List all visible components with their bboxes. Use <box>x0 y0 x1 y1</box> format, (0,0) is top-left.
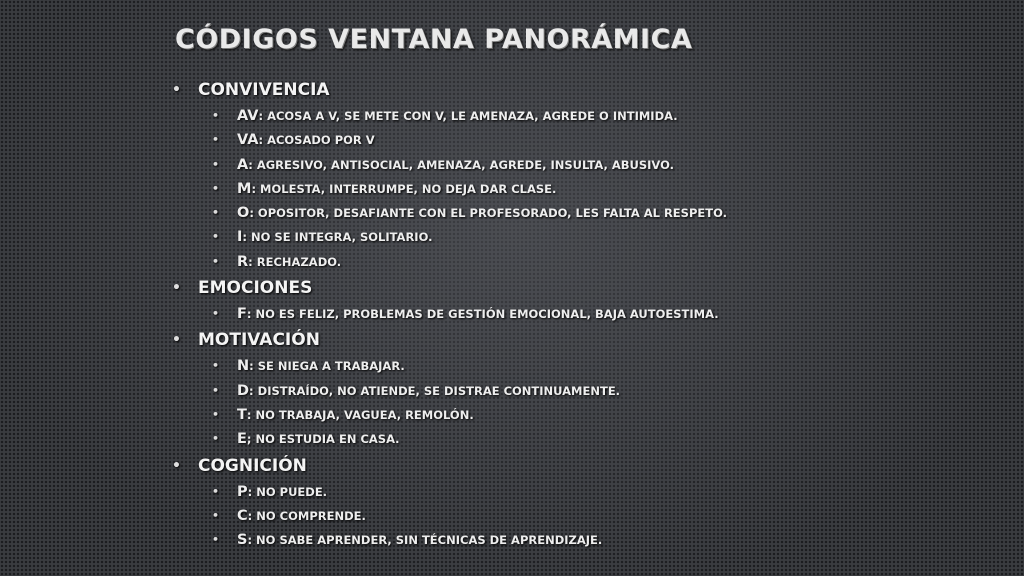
item-text: : DISTRAÍDO, NO ATIENDE, SE DISTRAE CONTINUAMENTE. <box>249 383 621 398</box>
item-code: M <box>237 180 252 197</box>
item-text: : NO ES FELIZ, PROBLEMAS DE GESTIÓN EMOCIONAL, BAJA AUTOESTIMA. <box>246 307 719 322</box>
list-item <box>170 528 990 552</box>
item-text: : RECHAZADO. <box>248 254 342 269</box>
section-heading <box>170 76 990 104</box>
section-heading-text: EMOCIONES <box>198 278 313 299</box>
item-code: R <box>237 253 249 270</box>
bullet-icon: • <box>212 133 220 147</box>
bullet-icon: • <box>212 508 220 522</box>
item-code: AV <box>237 108 259 124</box>
bullet-icon: • <box>212 109 220 122</box>
item-code: C <box>237 507 248 524</box>
section-motivacion <box>170 326 990 451</box>
bullet-icon: • <box>212 230 220 244</box>
item-code: S <box>237 532 248 549</box>
item-text: : NO COMPRENDE. <box>247 508 366 523</box>
item-text: ; NO ESTUDIA EN CASA. <box>246 432 400 447</box>
bullet-icon: • <box>212 254 220 268</box>
item-code: A <box>237 156 249 173</box>
item-text: : NO SABE APRENDER, SIN TÉCNICAS DE APRENDIZAJE. <box>247 533 603 548</box>
item-text: : MOLESTA, INTERRUMPE, NO DEJA DAR CLASE. <box>251 181 557 196</box>
item-text: : ACOSA A V, SE METE CON V, LE AMENAZA, AGREDE O INTIMIDA. <box>258 109 678 123</box>
section-heading-text: CONVIVENCIA <box>198 80 330 100</box>
section-heading-text: MOTIVACIÓN <box>198 330 320 351</box>
list-item <box>170 225 990 249</box>
list-item <box>170 354 990 378</box>
bullet-icon: • <box>212 407 220 421</box>
item-code: T <box>237 406 247 423</box>
item-text: : AGRESIVO, ANTISOCIAL, AMENAZA, AGREDE, INSULTA, ABUSIVO. <box>248 157 674 172</box>
list-item <box>170 504 990 528</box>
bullet-icon: • <box>212 484 220 498</box>
bullet-icon: • <box>212 307 220 321</box>
bullet-icon: • <box>172 457 181 474</box>
item-code: F <box>237 306 247 323</box>
bullet-icon: • <box>172 82 181 98</box>
bullet-icon: • <box>212 181 220 195</box>
list-item <box>170 403 990 427</box>
list-item <box>170 379 990 403</box>
bullet-icon: • <box>212 157 220 171</box>
item-text: : NO PUEDE. <box>247 484 328 499</box>
bullet-icon: • <box>172 332 181 349</box>
section-heading-text: COGNICIÓN <box>198 455 307 476</box>
bullet-icon: • <box>172 280 181 297</box>
bullet-icon: • <box>212 359 220 373</box>
item-text: : ACOSADO POR V <box>258 133 375 148</box>
list-item <box>170 201 990 225</box>
list-item <box>170 480 990 504</box>
bullet-icon: • <box>212 432 220 446</box>
list-item <box>170 302 990 326</box>
item-text: : NO SE INTEGRA, SOLITARIO. <box>242 230 433 245</box>
item-text: : SE NIEGA A TRABAJAR. <box>249 359 405 374</box>
item-code: E <box>237 431 247 448</box>
section-convivencia <box>170 76 990 274</box>
bullet-icon: • <box>212 533 220 547</box>
item-code: D <box>237 382 250 399</box>
list-item <box>170 177 990 201</box>
bullet-list <box>170 76 990 552</box>
bullet-icon: • <box>212 206 220 220</box>
section-cognicion <box>170 452 990 553</box>
item-code: P <box>237 483 248 500</box>
section-heading <box>170 274 990 302</box>
section-emociones <box>170 274 990 326</box>
item-code: VA <box>237 132 259 149</box>
item-code: O <box>237 205 250 222</box>
section-heading <box>170 452 990 480</box>
item-text: : OPOSITOR, DESAFIANTE CON EL PROFESORADO, LES FALTA AL RESPETO. <box>249 206 727 221</box>
bullet-icon: • <box>212 383 220 397</box>
item-code: N <box>237 358 250 375</box>
list-item <box>170 427 990 451</box>
list-item <box>170 128 990 152</box>
list-item <box>170 104 990 128</box>
section-heading <box>170 326 990 354</box>
item-code: I <box>237 229 243 246</box>
list-item <box>170 153 990 177</box>
item-text: : NO TRABAJA, VAGUEA, REMOLÓN. <box>246 407 474 422</box>
list-item <box>170 250 990 274</box>
slide-title: CÓDIGOS VENTANA PANORÁMICA <box>175 24 693 55</box>
